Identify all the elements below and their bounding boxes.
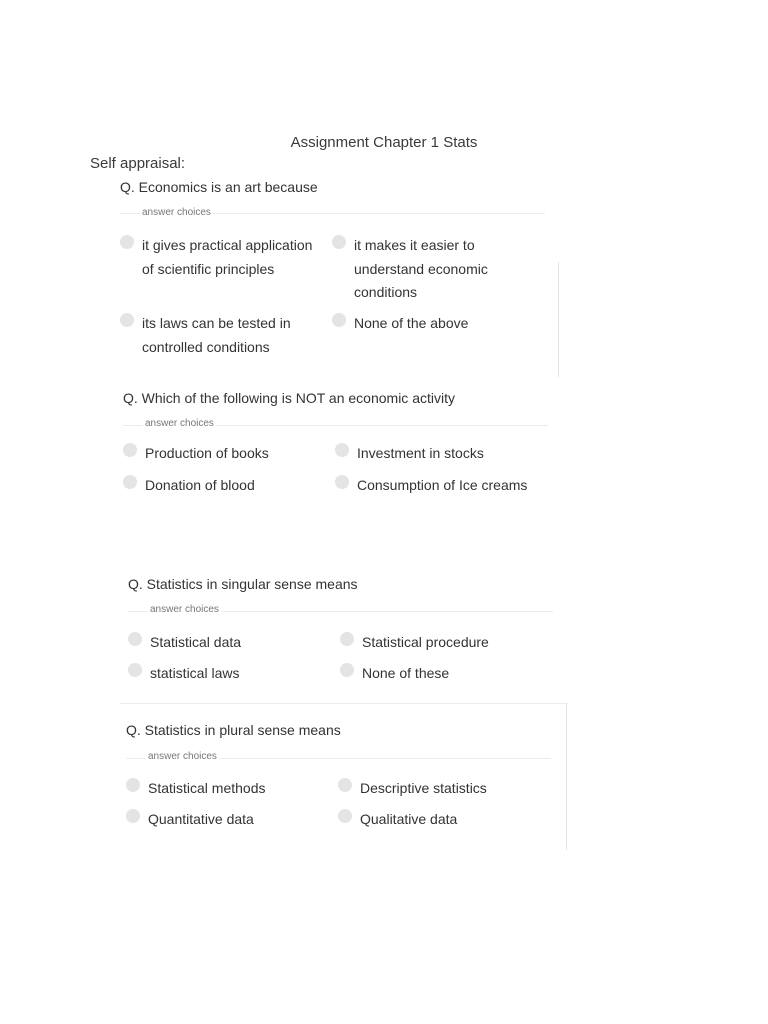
answer-option-text: it makes it easier to understand economic conditions [354, 237, 488, 300]
answer-option-text: Quantitative data [148, 811, 254, 827]
question-text: Q. Statistics in singular sense means [128, 576, 358, 592]
question-text: Q. Economics is an art because [120, 179, 318, 195]
radio-button[interactable] [335, 475, 349, 489]
radio-button[interactable] [338, 809, 352, 823]
question-text: Q. Which of the following is NOT an economic activity [123, 390, 455, 406]
answer-option-text: Statistical data [150, 634, 242, 650]
radio-button[interactable] [120, 313, 134, 327]
radio-button[interactable] [335, 443, 349, 457]
answer-option-text: Statistical procedure [362, 634, 489, 650]
question-text: Q. Statistics in plural sense means [126, 722, 341, 738]
radio-button[interactable] [332, 313, 346, 327]
radio-button[interactable] [340, 663, 354, 677]
radio-button[interactable] [338, 778, 352, 792]
answer-choices-label: answer choices [142, 207, 211, 218]
answer-option-text: Investment in stocks [357, 445, 484, 461]
radio-button[interactable] [123, 475, 137, 489]
answer-option-text: Qualitative data [360, 811, 458, 827]
card-top-edge [120, 703, 568, 704]
answer-choices-label: answer choices [145, 418, 214, 429]
radio-button[interactable] [120, 235, 134, 249]
radio-button[interactable] [128, 632, 142, 646]
answer-option-text: statistical laws [150, 665, 240, 681]
radio-button[interactable] [126, 778, 140, 792]
radio-button[interactable] [126, 809, 140, 823]
self-appraisal-heading: Self appraisal: [90, 155, 186, 172]
answer-choices-label: answer choices [150, 604, 219, 615]
document-title: Assignment Chapter 1 Stats [290, 134, 478, 151]
answer-option-text: its laws can be tested in controlled conditions [142, 315, 291, 355]
answer-option-text: None of these [362, 665, 450, 681]
answer-option-text: it gives practical application of scientific principles [142, 237, 313, 277]
card-edge [566, 703, 567, 850]
card-edge [558, 262, 559, 377]
answer-option-text: Donation of blood [145, 477, 255, 493]
answer-option-text: None of the above [354, 315, 469, 331]
answer-option-text: Statistical methods [148, 780, 266, 796]
radio-button[interactable] [340, 632, 354, 646]
radio-button[interactable] [128, 663, 142, 677]
radio-button[interactable] [332, 235, 346, 249]
answer-option-text: Production of books [145, 445, 269, 461]
answer-option-text: Descriptive statistics [360, 780, 487, 796]
radio-button[interactable] [123, 443, 137, 457]
answer-option-text: Consumption of Ice creams [357, 477, 528, 493]
answer-choices-label: answer choices [148, 751, 217, 762]
